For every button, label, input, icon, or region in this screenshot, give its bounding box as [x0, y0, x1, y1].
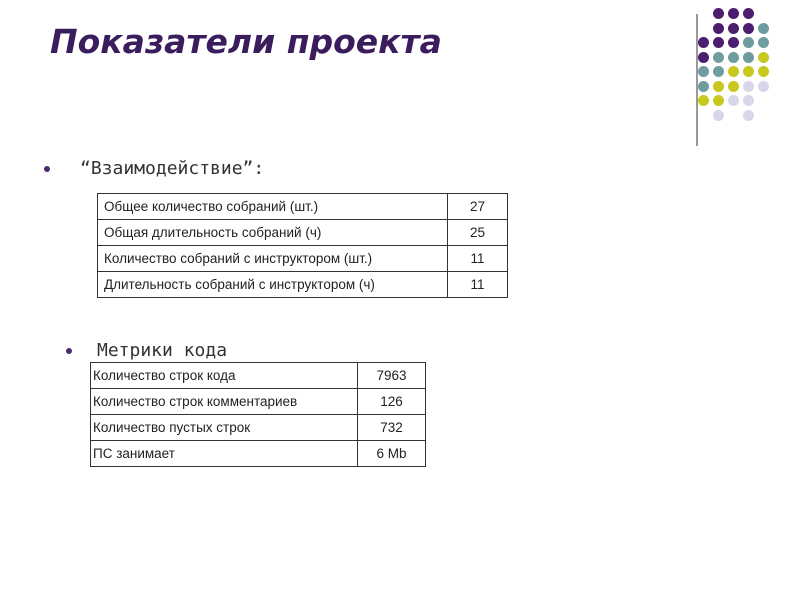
decorative-dot-icon: [743, 81, 754, 92]
bullet-dot-icon: [44, 166, 50, 172]
decorative-dot-icon: [758, 52, 769, 63]
decorative-dot-icon: [698, 37, 709, 48]
decorative-divider: [696, 14, 698, 146]
table-cell-label: ПС занимает: [91, 441, 358, 467]
decorative-dot-icon: [713, 95, 724, 106]
bullet-dot-icon: [66, 348, 72, 354]
table-cell-value: 7963: [358, 363, 426, 389]
table-row: [98, 194, 508, 220]
table-cell-value: 126: [358, 389, 426, 415]
decorative-dot-icon: [743, 23, 754, 34]
table-cell-value: 27: [448, 194, 508, 220]
decorative-dot-icon: [728, 66, 739, 77]
table-row: [98, 272, 508, 298]
decorative-dot-icon: [728, 95, 739, 106]
decorative-dot-icon: [728, 8, 739, 19]
decorative-dot-icon: [713, 8, 724, 19]
decorative-dot-grid: [0, 0, 800, 140]
decorative-dot-icon: [743, 110, 754, 121]
decorative-dot-icon: [713, 66, 724, 77]
decorative-dot-icon: [743, 52, 754, 63]
table-cell-label: Количество строк комментариев: [91, 389, 358, 415]
table-cell-value: 6 Mb: [358, 441, 426, 467]
decorative-dot-icon: [698, 66, 709, 77]
decorative-dot-icon: [728, 37, 739, 48]
table-row: [91, 415, 426, 441]
decorative-dot-icon: [743, 66, 754, 77]
decorative-dot-icon: [728, 52, 739, 63]
section-heading-code-metrics: Метрики кода: [97, 340, 228, 361]
table-cell-value: 732: [358, 415, 426, 441]
decorative-dot-icon: [758, 23, 769, 34]
decorative-dot-icon: [758, 81, 769, 92]
decorative-dot-icon: [713, 37, 724, 48]
table-cell-label: Количество собраний с инструктором (шт.): [98, 246, 448, 272]
decorative-dot-icon: [698, 95, 709, 106]
decorative-dot-icon: [698, 52, 709, 63]
table-cell-label: Количество строк кода: [91, 363, 358, 389]
decorative-dot-icon: [743, 8, 754, 19]
decorative-dot-icon: [713, 81, 724, 92]
decorative-dot-icon: [758, 66, 769, 77]
table-row: [91, 389, 426, 415]
bullet-code-metrics: [66, 340, 227, 361]
table-cell-label: Количество пустых строк: [91, 415, 358, 441]
decorative-dot-icon: [743, 95, 754, 106]
table-row: [98, 220, 508, 246]
decorative-dot-icon: [713, 23, 724, 34]
table-row: [91, 363, 426, 389]
decorative-dot-icon: [713, 110, 724, 121]
decorative-dot-icon: [758, 37, 769, 48]
interaction-table: [97, 193, 508, 298]
decorative-dot-icon: [713, 52, 724, 63]
table-cell-value: 25: [448, 220, 508, 246]
decorative-dot-icon: [698, 81, 709, 92]
slide-title: Показатели проекта: [50, 22, 442, 61]
section-heading-interaction: “Взаимодействие”:: [80, 158, 265, 179]
table-row: [91, 441, 426, 467]
table-row: [98, 246, 508, 272]
table-cell-value: 11: [448, 246, 508, 272]
bullet-interaction: [44, 158, 264, 179]
decorative-dot-icon: [728, 81, 739, 92]
decorative-dot-icon: [743, 37, 754, 48]
decorative-dot-icon: [728, 23, 739, 34]
table-cell-value: 11: [448, 272, 508, 298]
table-cell-label: Общая длительность собраний (ч): [98, 220, 448, 246]
table-cell-label: Общее количество собраний (шт.): [98, 194, 448, 220]
table-cell-label: Длительность собраний с инструктором (ч): [98, 272, 448, 298]
code-metrics-table: [90, 362, 426, 467]
